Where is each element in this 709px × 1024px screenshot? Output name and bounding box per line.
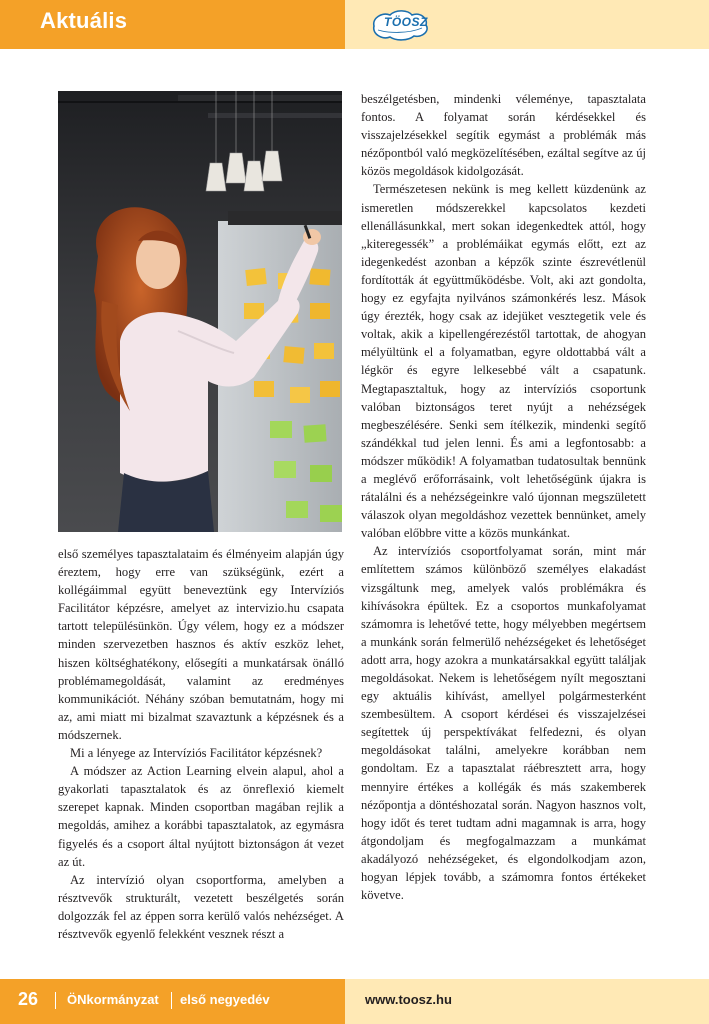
footer-band-orange: [0, 979, 345, 1024]
paragraph: első személyes tapasztalataim és élményeim alapján úgy éreztem, hogy erre van szükségünk, ezért a kollégáimmal együtt beneveztünk egy Intervíziós Facilitátor képzésre, amelyet az intervizio.hu csapata tartott településünkön. Úgy vélem, hogy ez a módszer minden szervezetben hasznos és aktív eszköz lehet, hiszen költséghatékony, elősegíti a munkatársak önálló problémamegoldását, valamint az eredményes kommunikációt. Néhány szóban bemutatnám, hogy mi az, ami miatt mi bizalmat szavaztunk a képzésnek és a módszernek.: [58, 547, 344, 742]
article-column-left: [58, 545, 344, 943]
footer-divider: [171, 992, 172, 1009]
issue-label: első negyedév: [180, 992, 270, 1007]
paragraph: beszélgetésben, mindenki véleménye, tapasztalata fontos. A folyamat során kérdésekkel és visszajelzésekkel segítik egymást a problémák más nézőpontból való megközelítésében, ezáltal segítve az új közös megoldások kidolgozását.: [361, 92, 646, 179]
paragraph: Természetesen nekünk is meg kellett küzdenünk az ismeretlen módszerekkel kapcsolatos kezdeti ellenállásunkkal, mert sokan idegenkedtek attól, hogy „kiteregessék” a problémáikat egymás előtt, ezt az idegenkedést azonban a képzők szinte észrevétlenül fordították át együttműködésbe. Volt, aki azt gondolta, hogy ez egyfajta nyilvános számonkérés lesz. Mások úgy érezték, hogy csak az idejüket vesztegetik vele és voltak, akik a kipellengérezéstől tartottak, de ahogyan mélyültünk el a folyamatban, egyre oldottabbá vált a légkör és egyre lelkesebbé vált a csapatunk. Megtapasztaltuk, hogy az intervíziós csoportunk valóban biztonságos teret nyújt a nehézségek megbeszélésére. Senki sem ítélkezik, mindenki segítő szándékkal tud jelen lenni. És ami a legfontosabb: a módszer működik! A folyamatban tudatosultak bennünk a meglévő erőforrásaink, volt lehetőségünk újakra is rátalálni és a nehézségeinkre való újonnan megszületett válaszok olyan megoldáshoz vezettek bennünket, amely valóban előbbre vitte a közös munkánkat.: [361, 182, 646, 541]
website-link[interactable]: www.toosz.hu: [365, 992, 452, 1007]
paragraph: A módszer az Action Learning elvein alapul, ahol a gyakorlati tapasztalatok és az önreflexió kiemelt szerepet kapnak. Minden csoportban magában rejlik a megoldás, amihez a korábbi tapasztalatok, az egymásra figyelés és a csoport által nyújtott biztonságon át vezet az út.: [58, 764, 344, 869]
page-number: 26: [18, 989, 39, 1009]
paragraph: Az intervízió olyan csoportforma, amelyben a résztvevők strukturált, vezetett beszélgetés során dolgozzák fel az éppen sorra kerülő valós nehézséget. A résztvevők egyenlő felekként vesznek részt a: [58, 872, 344, 941]
section-title: Aktuális: [40, 8, 128, 33]
article-column-right: [361, 90, 646, 904]
page-footer: [0, 979, 709, 1024]
article-photo: [58, 91, 342, 532]
page-header: [0, 0, 709, 49]
paragraph: Az intervíziós csoportfolyamat során, mint már említettem számos különböző személyes elakadást vizsgáltunk meg, amelyek valós problémákra és kihívásokra épültek. Ez a csoportos munkafolyamat számomra is lehetővé tette, hogy mélyebben megértsem a munkánk során felmerülő nehézségeket és lehetőséget adott arra, hogy azokra a munkatársakkal együtt találjak megoldásokat. Nekem is lehetőségem nyílt megosztani egy aktuális kihívást, amellyel polgármesterként szembesültem. A csoport kérdései és visszajelzései segítettek új perspektívákat felfedezni, és olyan megoldásokat találni, amelyekre korábban nem gondoltam. Ez a tapasztalat ráébresztett arra, hogy mennyire értékes a kollégák és más szakemberek nézőpontja a döntéshozatal során. Nagyon hasznos volt, hogy időt és teret tudtam adni magamnak is arra, hogy átgondoljam és megfogalmazzam a munkámat akadályozó nehézségeket, és elgondolkodjam azon, hogyan lépjek tovább, a számomra fontos értékeket követve.: [361, 544, 646, 903]
footer-divider: [55, 992, 56, 1009]
logo-text: TÖOSZ: [384, 15, 428, 29]
subheading-question: Mi a lényege az Intervíziós Facilitátor képzésnek?: [70, 746, 323, 761]
magazine-name: ÖNkormányzat: [67, 992, 159, 1007]
